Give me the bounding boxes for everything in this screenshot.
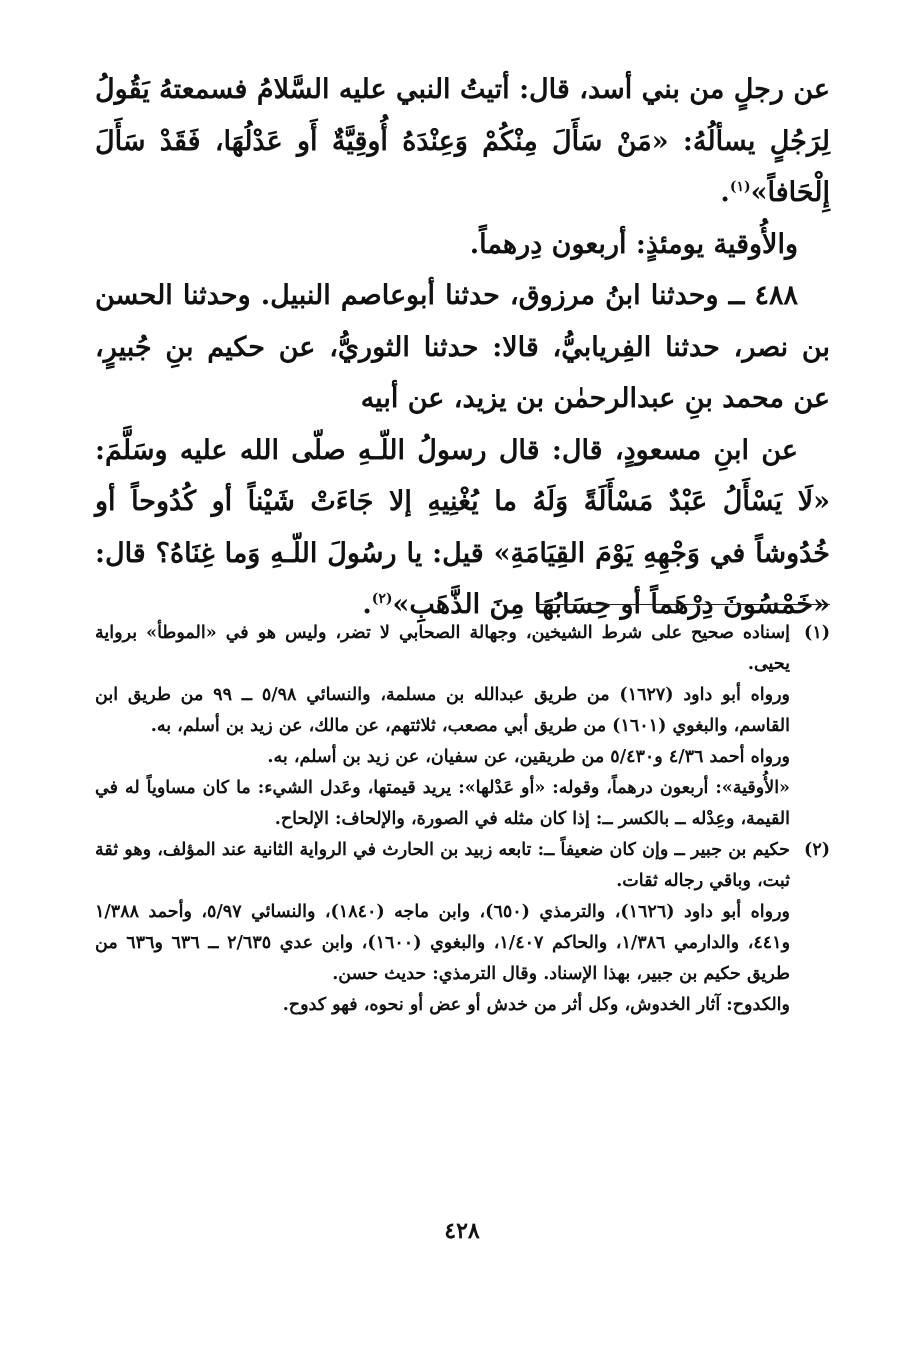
paragraph-1-end: . (720, 177, 730, 208)
footnote-2 (95, 835, 830, 1021)
footnote-ref-1: (١) (729, 179, 751, 195)
footnote-2-line: حكيم بن جبير ــ وإن كان ضعيفاً ــ: تابعه زبيد بن الحارث في الرواية الثانية عند المؤلف، وهو ثقة ثبت، وباقي رجاله ثقات. (95, 840, 790, 891)
footnote-2-number: (٢) (804, 840, 830, 860)
paragraph-4-text: عن ابنِ مسعودٍ، قال: قال رسولُ اللّـهِ صلّى الله عليه وسَلَّمَ: «لَا يَسْأَلُ عَبْدٌ مَسْأَلَةً وَلَهُ ما يُغْنِيهِ إلا جَاءَتْ شَيْناً أو كُدُوحاً أو خُدُوشاً في وَجْهِهِ يَوْمَ القِيَامَةِ» قيل: يا رسُولَ اللّـهِ وَما غِنَاهُ؟ قال: «خَمْسُونَ دِرْهَماً أو حِسَابُهَا مِنَ الذَّهَبِ» (95, 434, 830, 620)
page-number: ٤٢٨ (444, 1218, 480, 1244)
footnote-separator (538, 604, 830, 605)
paragraph-1 (95, 64, 830, 219)
footnote-1-number: (١) (804, 623, 830, 643)
footnote-1-line: ورواه أحمد ٤/٣٦ و٥/٤٣٠ من طريقين، عن سفيان، عن زيد بن أسلم، به. (267, 747, 790, 767)
paragraph-2: والأُوقية يومئذٍ: أربعون دِرهماً. (469, 228, 798, 260)
footnote-2-body (95, 835, 790, 1021)
footnote-1 (95, 618, 830, 835)
footnote-ref-2: (٢) (371, 591, 393, 607)
footnote-2-line: والكدوح: آثار الخدوش، وكل أثر من خدش أو عض أو نحوه، فهو كدوح. (282, 995, 790, 1015)
footnote-1-line: ورواه أبو داود (١٦٢٧) من طريق عبدالله بن مسلمة، والنسائي ٥/٩٨ ــ ٩٩ من طريق ابن القاسم، والبغوي (١٦٠١) من طريق أبي مصعب، ثلاثتهم، عن مالك، عن زيد بن أسلم، به. (95, 685, 790, 736)
footnote-2-line: ورواه أبو داود (١٦٢٦)، والترمذي (٦٥٠)، وابن ماجه (١٨٤٠)، والنسائي ٥/٩٧، وأحمد ١/٣٨٨ و٤٤١، والدارمي ١/٣٨٦، والحاكم ١/٤٠٧، والبغوي (١٦٠٠)، وابن عدي ٢/٦٣٥ ــ ٦٣٦ و٦٣٦ من طريق حكيم بن جبير، بهذا الإسناد. وقال الترمذي: حديث حسن. (95, 902, 791, 984)
paragraph-3: ٤٨٨ ــ وحدثنا ابنُ مرزوق، حدثنا أبوعاصم النبيل. وحدثنا الحسن بن نصر، حدثنا الفِريابيُّ، قالا: حدثنا الثوريُّ، عن حكيم بنِ جُبيرٍ، عن محمد بنِ عبدالرحمٰن بن يزيد، عن أبيه (95, 280, 830, 414)
paragraph-4-end: . (362, 589, 372, 620)
footnote-1-line: إسناده صحيح على شرط الشيخين، وجهالة الصحابي لا تضر، وليس هو في «الموطأ» برواية يحيى. (95, 623, 790, 674)
footnote-1-body (95, 618, 790, 835)
paragraph-1-text: عن رجلٍ من بني أسد، قال: أتيتُ النبي عليه السَّلامُ فسمعتهُ يَقُولُ لِرَجُلٍ يسألُهُ: «مَنْ سَأَلَ مِنْكُمْ وَعِنْدَهُ أُوقِيَّةٌ أَو عَدْلُهَا، فَقَدْ سَأَلَ إِلْحَافاً» (95, 74, 830, 208)
paragraph-4 (95, 425, 830, 631)
footnotes (95, 618, 830, 1021)
main-text (95, 64, 830, 631)
footnote-1-line: «الأُوقية»: أربعون درهماً، وقوله: «أو عَدْلها»: يريد قيمتها، وعَدل الشيء: ما كان مساوياً له في القيمة، وعِدْله ــ بالكسر ــ: إذا كان مثله في الصورة، والإلحاف: الإلحاح. (95, 778, 790, 829)
